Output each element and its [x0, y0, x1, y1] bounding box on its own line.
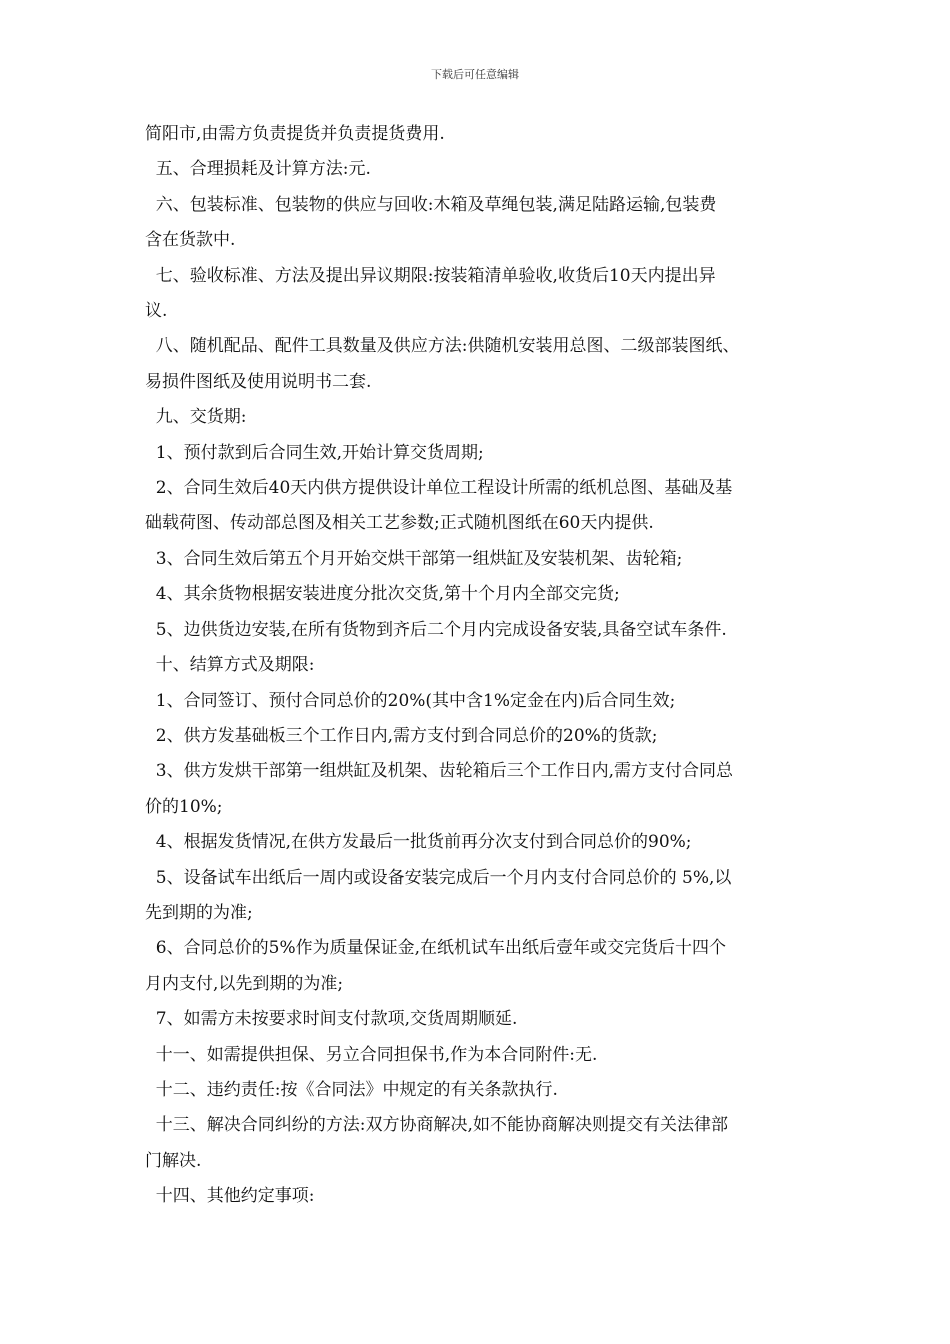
- text-line: 七、验收标准、方法及提出异议期限:按装箱清单验收,收货后10天内提出异: [145, 265, 716, 286]
- text-line: 础载荷图、传动部总图及相关工艺参数;正式随机图纸在60天内提供.: [145, 513, 654, 534]
- text-line: 五、合理损耗及计算方法:元.: [145, 159, 371, 180]
- text-line: 十、结算方式及期限:: [145, 655, 315, 676]
- text-line: 门解决.: [145, 1150, 202, 1171]
- text-line: 2、合同生效后40天内供方提供设计单位工程设计所需的纸机总图、基础及基: [145, 478, 733, 499]
- text-line: 月内支付,以先到期的为准;: [145, 973, 344, 994]
- text-line: 3、供方发烘干部第一组烘缸及机架、齿轮箱后三个工作日内,需方支付合同总: [145, 761, 734, 782]
- contract-body: [145, 117, 810, 1215]
- text-line: 十二、违约责任:按《合同法》中规定的有关条款执行.: [145, 1079, 558, 1100]
- text-line: 价的10%;: [145, 796, 223, 817]
- text-line: 7、如需方未按要求时间支付款项,交货周期顺延.: [145, 1009, 518, 1030]
- text-line: 5、设备试车出纸后一周内或设备安装完成后一个月内支付合同总价的 5%,以: [145, 867, 732, 888]
- text-line: 十三、解决合同纠纷的方法:双方协商解决,如不能协商解决则提交有关法律部: [145, 1115, 728, 1136]
- text-line: 2、供方发基础板三个工作日内,需方支付到合同总价的20%的货款;: [145, 725, 658, 746]
- text-line: 十一、如需提供担保、另立合同担保书,作为本合同附件:无.: [145, 1044, 598, 1065]
- text-line: 八、随机配品、配件工具数量及供应方法:供随机安装用总图、二级部装图纸、: [145, 336, 740, 357]
- text-line: 3、合同生效后第五个月开始交烘干部第一组烘缸及安装机架、齿轮箱;: [145, 548, 683, 569]
- text-line: 易损件图纸及使用说明书二套.: [145, 371, 372, 392]
- text-line: 5、边供货边安装,在所有货物到齐后二个月内完成设备安装,具备空试车条件.: [145, 619, 727, 640]
- text-line: 4、其余货物根据安装进度分批次交货,第十个月内全部交完货;: [145, 584, 620, 605]
- text-line: 1、合同签订、预付合同总价的20%(其中含1%定金在内)后合同生效;: [145, 690, 676, 711]
- text-line: 4、根据发货情况,在供方发最后一批货前再分次支付到合同总价的90%;: [145, 832, 692, 853]
- text-line: 先到期的为准;: [145, 902, 253, 923]
- text-line: 十四、其他约定事项:: [145, 1186, 315, 1207]
- page-header-note: 下载后可任意编辑: [431, 68, 519, 81]
- text-line: 九、交货期:: [145, 407, 247, 428]
- text-line: 议.: [145, 301, 168, 322]
- text-line: 简阳市,由需方负责提货并负责提货费用.: [145, 124, 445, 144]
- text-line: 含在货款中.: [145, 230, 236, 251]
- text-line: 1、预付款到后合同生效,开始计算交货周期;: [145, 442, 484, 463]
- text-line: 六、包装标准、包装物的供应与回收:木箱及草绳包装,满足陆路运输,包装费: [145, 194, 717, 215]
- text-line: 6、合同总价的5%作为质量保证金,在纸机试车出纸后壹年或交完货后十四个: [145, 938, 726, 959]
